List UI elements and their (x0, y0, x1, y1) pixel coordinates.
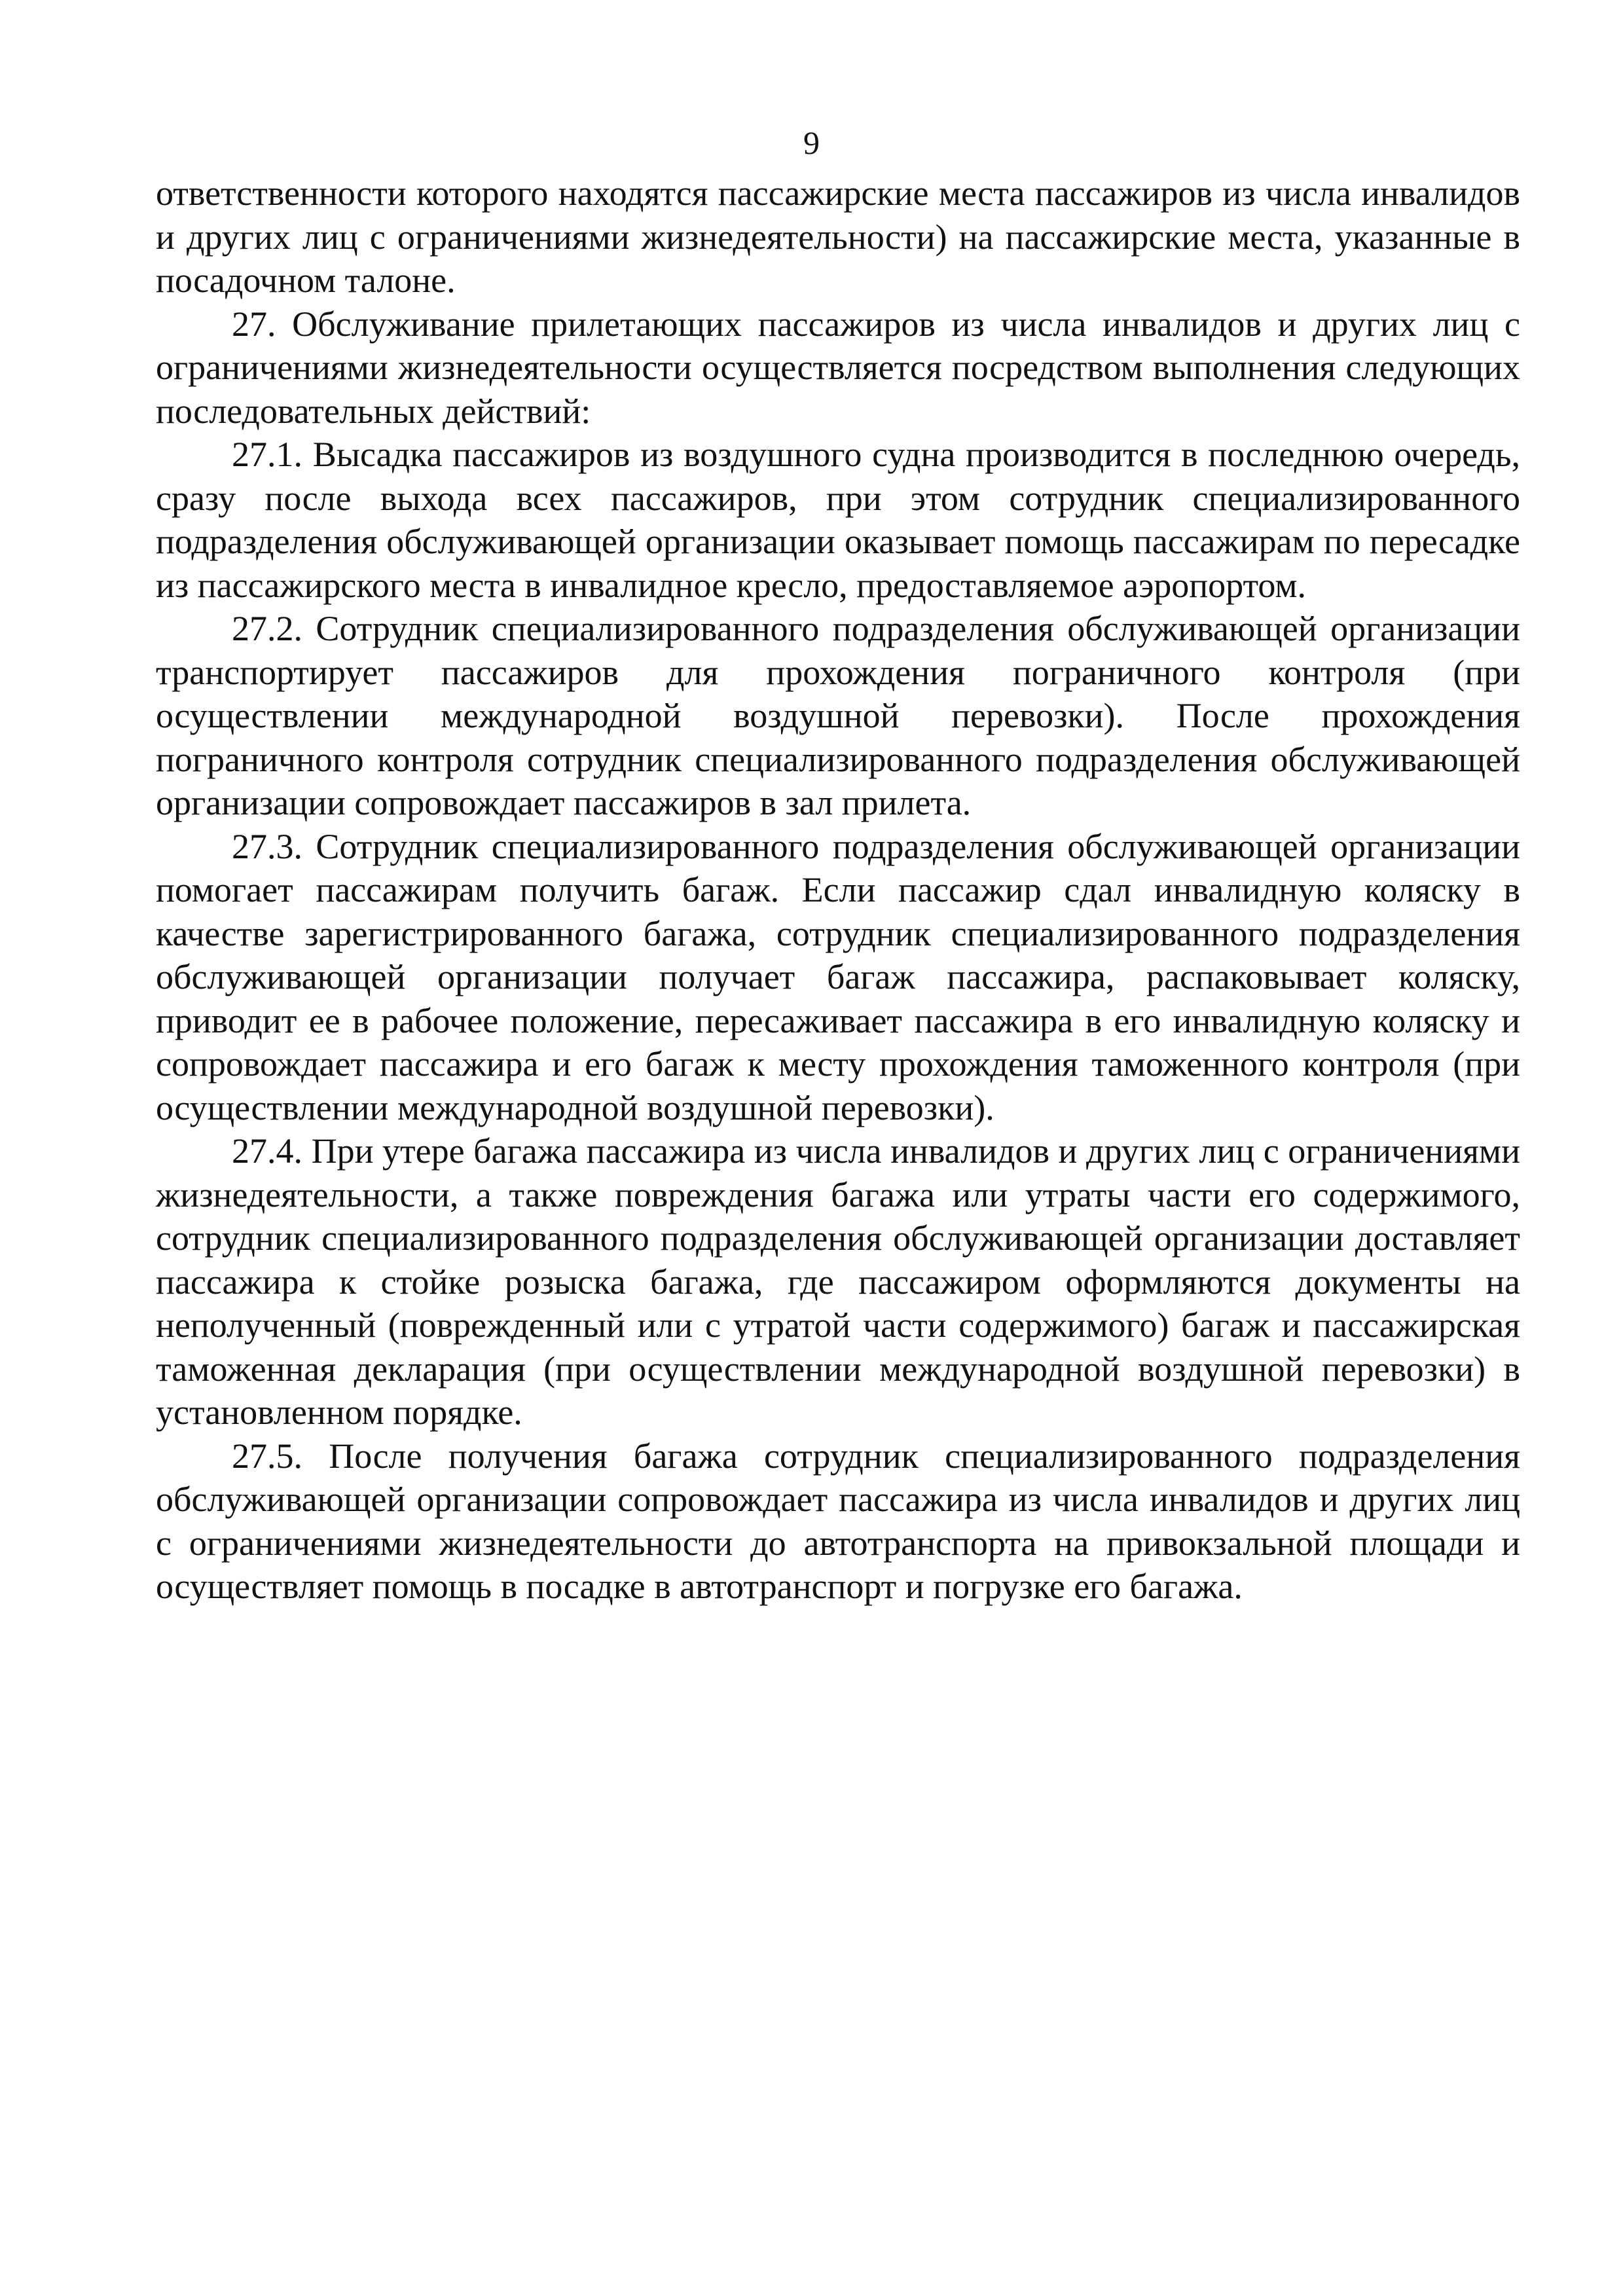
page-number: 9 (803, 124, 820, 161)
paragraph-27-1: 27.1. Высадка пассажиров из воздушного судна производится в последнюю очередь, сразу после выхода всех пассажиров, при этом сотрудник специализированного подразделения обслуживающей организации оказывает помощь пассажирам по пересадке из пассажирского места в инвалидное кресло, предоставляемое аэропортом. (156, 435, 1520, 605)
paragraph-27-4: 27.4. При утере багажа пассажира из числа инвалидов и других лиц с ограничениями жизнедеятельности, а также повреждения багажа или утраты части его содержимого, сотрудник специализированного подразделения обслуживающей организации доставляет пассажира к стойке розыска багажа, где пассажиром оформляются документы на неполученный (поврежденный или с утратой части содержимого) багаж и пассажирская таможенная декларация (при осуществлении международной воздушной перевозки) в установленном порядке. (156, 1131, 1520, 1432)
paragraph-27-5: 27.5. После получения багажа сотрудник специализированного подразделения обслуживающей организации сопровождает пассажира из числа инвалидов и других лиц с ограничениями жизнедеятельности до автотранспорта на привокзальной площади и осуществляет помощь в посадке в автотранспорт и погрузке его багажа. (156, 1436, 1520, 1606)
paragraph-27: 27. Обслуживание прилетающих пассажиров из числа инвалидов и других лиц с ограничениями жизнедеятельности осуществляется посредством выполнения следующих последовательных действий: (156, 304, 1520, 431)
paragraph-27-3: 27.3. Сотрудник специализированного подразделения обслуживающей организации помогает пассажирам получить багаж. Если пассажир сдал инвалидную коляску в качестве зарегистрированного багажа, сотрудник специализированного подразделения обслуживающей организации получает багаж пассажира, распаковывает коляску, приводит ее в рабочее положение, пересаживает пассажира в его инвалидную коляску и сопровождает пассажира и его багаж к месту прохождения таможенного контроля (при осуществлении международной воздушной перевозки). (156, 826, 1520, 1127)
paragraph-continuation: ответственности которого находятся пассажирские места пассажиров из числа инвалидов и других лиц с ограничениями жизнедеятельности) на пассажирские места, указанные в посадочном талоне. (156, 173, 1520, 300)
document-body (156, 172, 1520, 1609)
paragraph-27-2: 27.2. Сотрудник специализированного подразделения обслуживающей организации транспортирует пассажиров для прохождения пограничного контроля (при осуществлении международной воздушной перевозки). После прохождения пограничного контроля сотрудник специализированного подразделения обслуживающей организации сопровождает пассажиров в зал прилета. (156, 609, 1520, 822)
